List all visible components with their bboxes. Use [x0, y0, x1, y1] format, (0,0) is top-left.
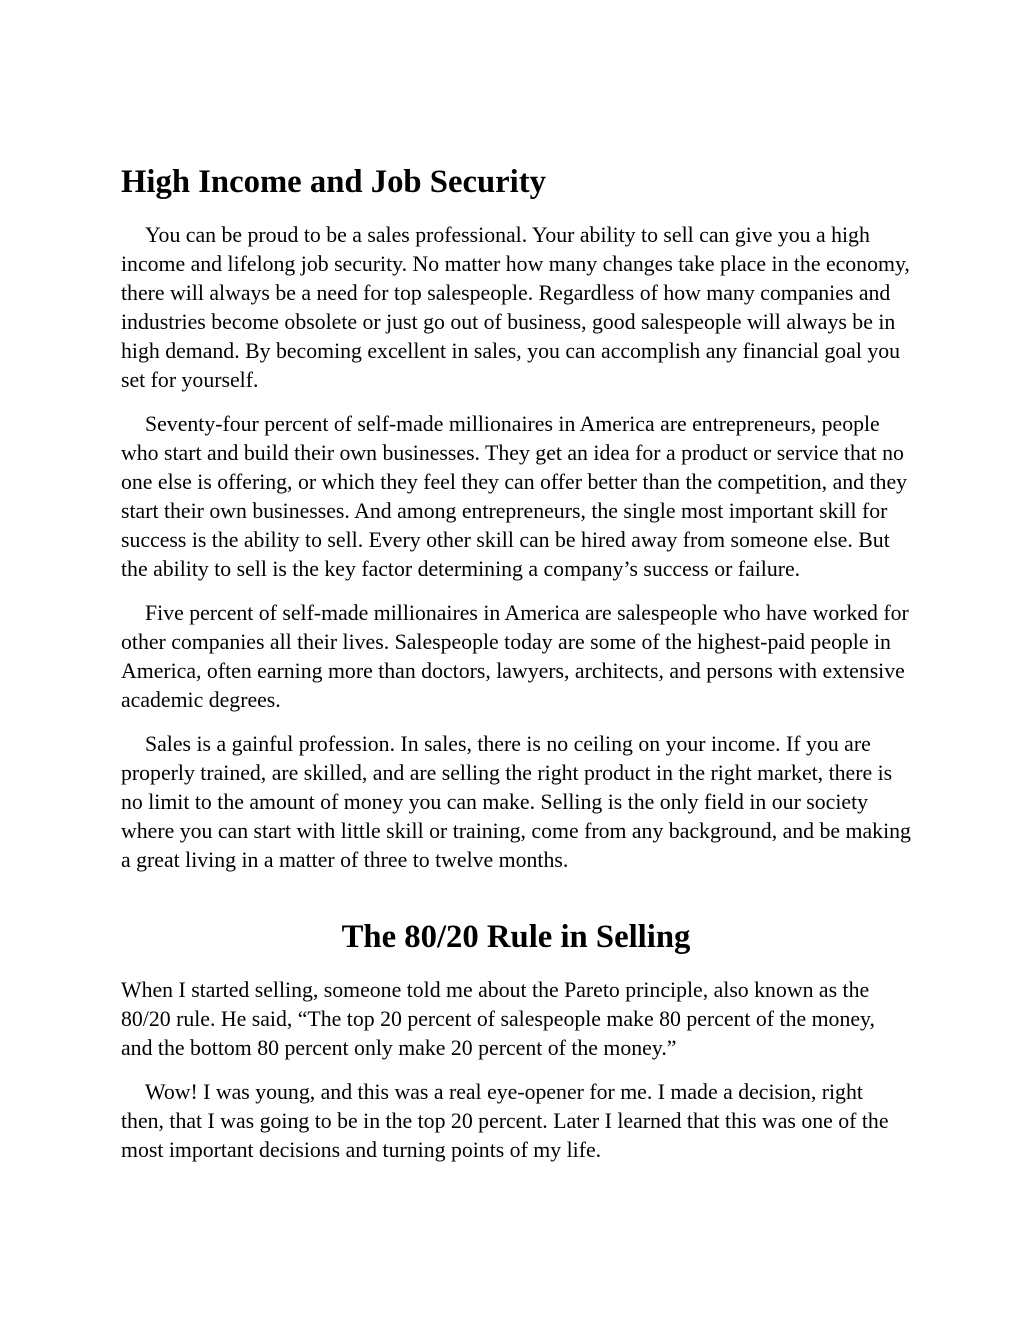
paragraph-salespeople-millionaires: Five percent of self-made millionaires in America are salespeople who have worked for other companies all their lives. Salespeople today are some of the highest-paid people in America, often earning more than doctors, lawyers, architects, and persons with extensive academic degrees. [121, 601, 909, 712]
paragraph-eye-opener: Wow! I was young, and this was a real eye-opener for me. I made a decision, right then, that I was going to be in the top 20 percent. Later I learned that this was one of the most important decisions and turning points of my life. [121, 1080, 889, 1162]
section-heading-80-20-rule: The 80/20 Rule in Selling [341, 919, 691, 955]
page-content [121, 168, 911, 1204]
section-heading-high-income: High Income and Job Security [121, 168, 546, 200]
paragraph-gainful-profession: Sales is a gainful profession. In sales, there is no ceiling on your income. If you are properly trained, are skilled, and are selling the right product in the right market, there is no limit to the amount of money you can make. Selling is the only field in our society where you can start with little skill or training, come from any background, and be making a great living in a matter of three to twelve months. [121, 732, 911, 872]
paragraph-entrepreneurs: Seventy-four percent of self-made millionaires in America are entrepreneurs, people who start and build their own businesses. They get an idea for a product or service that no one else is offering, or which they feel they can offer better than the competition, and they start their own businesses. And among entrepreneurs, the single most important skill for success is the ability to sell. Every other skill can be hired away from someone else. But the ability to sell is the key factor determining a company’s success or failure. [121, 412, 908, 581]
paragraph-sales-professional: You can be proud to be a sales professional. Your ability to sell can give you a high income and lifelong job security. No matter how many changes take place in the economy, there will always be a need for top salespeople. Regardless of how many companies and industries become obsolete or just go out of business, good salespeople will always be in high demand. By becoming excellent in sales, you can accomplish any financial goal you set for yourself. [121, 223, 910, 392]
paragraph-pareto-principle: When I started selling, someone told me about the Pareto principle, also known as the 80/20 rule. He said, “The top 20 percent of salespeople make 80 percent of the money, and the bottom 80 percent only make 20 percent of the money.” [121, 978, 875, 1060]
